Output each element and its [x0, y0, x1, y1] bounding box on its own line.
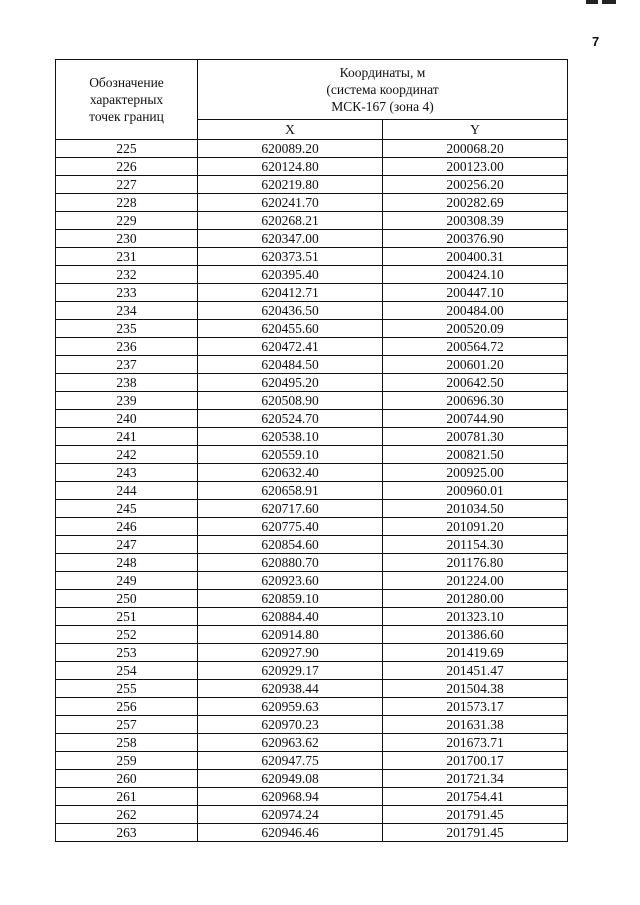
cell-x: 620124.80: [198, 158, 383, 176]
table-row: [56, 392, 568, 410]
cell-y: 200821.50: [383, 446, 568, 464]
cell-point: 239: [56, 392, 198, 410]
cell-y: 200376.90: [383, 230, 568, 248]
header-y: Y: [383, 120, 568, 140]
table-row: [56, 770, 568, 788]
cell-x: 620508.90: [198, 392, 383, 410]
cell-y: 200447.10: [383, 284, 568, 302]
cell-y: 200696.30: [383, 392, 568, 410]
cell-x: 620949.08: [198, 770, 383, 788]
cell-point: 236: [56, 338, 198, 356]
table-row: [56, 518, 568, 536]
table-row: [56, 446, 568, 464]
cell-point: 230: [56, 230, 198, 248]
cell-x: 620974.24: [198, 806, 383, 824]
cell-x: 620268.21: [198, 212, 383, 230]
cell-point: 256: [56, 698, 198, 716]
cell-x: 620914.80: [198, 626, 383, 644]
cell-point: 228: [56, 194, 198, 212]
cell-point: 227: [56, 176, 198, 194]
cell-y: 200564.72: [383, 338, 568, 356]
cell-x: 620538.10: [198, 428, 383, 446]
table-row: [56, 464, 568, 482]
table-row: [56, 590, 568, 608]
cell-x: 620968.94: [198, 788, 383, 806]
cell-x: 620775.40: [198, 518, 383, 536]
cell-point: 238: [56, 374, 198, 392]
cell-x: 620884.40: [198, 608, 383, 626]
header-coordinates: Координаты, м (система координат МСК-167 (зона 4): [198, 60, 568, 120]
cell-point: 244: [56, 482, 198, 500]
cell-point: 226: [56, 158, 198, 176]
cell-point: 235: [56, 320, 198, 338]
cell-x: 620938.44: [198, 680, 383, 698]
cell-y: 200520.09: [383, 320, 568, 338]
cell-y: 200068.20: [383, 140, 568, 158]
cell-point: 253: [56, 644, 198, 662]
cell-y: 200424.10: [383, 266, 568, 284]
cell-point: 252: [56, 626, 198, 644]
header-x: X: [198, 120, 383, 140]
cell-x: 620089.20: [198, 140, 383, 158]
table-row: [56, 608, 568, 626]
cell-y: 200400.31: [383, 248, 568, 266]
cell-point: 237: [56, 356, 198, 374]
cell-y: 201791.45: [383, 806, 568, 824]
cell-y: 201176.80: [383, 554, 568, 572]
cell-x: 620947.75: [198, 752, 383, 770]
cell-point: 246: [56, 518, 198, 536]
cell-y: 200960.01: [383, 482, 568, 500]
table-row: [56, 248, 568, 266]
cell-y: 201323.10: [383, 608, 568, 626]
cell-y: 201451.47: [383, 662, 568, 680]
table-header: [56, 60, 568, 140]
cell-x: 620959.63: [198, 698, 383, 716]
cell-point: 248: [56, 554, 198, 572]
cell-y: 200642.50: [383, 374, 568, 392]
cell-y: 200256.20: [383, 176, 568, 194]
table-row: [56, 662, 568, 680]
cell-y: 201791.45: [383, 824, 568, 842]
cell-point: 258: [56, 734, 198, 752]
cell-y: 201673.71: [383, 734, 568, 752]
cell-y: 201700.17: [383, 752, 568, 770]
table-row: [56, 176, 568, 194]
table-row: [56, 302, 568, 320]
cell-point: 255: [56, 680, 198, 698]
cell-point: 229: [56, 212, 198, 230]
cell-x: 620946.46: [198, 824, 383, 842]
cell-point: 251: [56, 608, 198, 626]
cell-x: 620632.40: [198, 464, 383, 482]
cell-y: 201280.00: [383, 590, 568, 608]
cell-y: 201154.30: [383, 536, 568, 554]
cell-point: 243: [56, 464, 198, 482]
cell-y: 201419.69: [383, 644, 568, 662]
cell-y: 201386.60: [383, 626, 568, 644]
table-row: [56, 194, 568, 212]
table-row: [56, 284, 568, 302]
cell-x: 620524.70: [198, 410, 383, 428]
cell-y: 201504.38: [383, 680, 568, 698]
table-row: [56, 626, 568, 644]
table-row: [56, 428, 568, 446]
table-row: [56, 212, 568, 230]
cell-point: 263: [56, 824, 198, 842]
table-row: [56, 680, 568, 698]
table-row: [56, 698, 568, 716]
cell-point: 254: [56, 662, 198, 680]
cell-point: 249: [56, 572, 198, 590]
cell-x: 620436.50: [198, 302, 383, 320]
cell-point: 245: [56, 500, 198, 518]
cell-x: 620963.62: [198, 734, 383, 752]
cell-point: 232: [56, 266, 198, 284]
table-row: [56, 320, 568, 338]
table-body: [56, 140, 568, 842]
cell-y: 200282.69: [383, 194, 568, 212]
table-row: [56, 824, 568, 842]
cell-y: 200601.20: [383, 356, 568, 374]
cell-y: 200484.00: [383, 302, 568, 320]
table-row: [56, 230, 568, 248]
cell-x: 620717.60: [198, 500, 383, 518]
cell-y: 201091.20: [383, 518, 568, 536]
cell-x: 620347.00: [198, 230, 383, 248]
cell-x: 620455.60: [198, 320, 383, 338]
cell-point: 261: [56, 788, 198, 806]
cell-x: 620484.50: [198, 356, 383, 374]
cell-x: 620495.20: [198, 374, 383, 392]
cell-x: 620880.70: [198, 554, 383, 572]
cell-y: 200925.00: [383, 464, 568, 482]
table-row: [56, 734, 568, 752]
table-row: [56, 140, 568, 158]
cell-y: 200744.90: [383, 410, 568, 428]
cell-x: 620927.90: [198, 644, 383, 662]
cell-x: 620412.71: [198, 284, 383, 302]
cell-point: 233: [56, 284, 198, 302]
cell-point: 262: [56, 806, 198, 824]
cell-point: 260: [56, 770, 198, 788]
cell-y: 201224.00: [383, 572, 568, 590]
cell-y: 201034.50: [383, 500, 568, 518]
table-row: [56, 374, 568, 392]
cell-x: 620929.17: [198, 662, 383, 680]
scan-corner-mark: [586, 0, 616, 6]
table-row: [56, 806, 568, 824]
cell-x: 620472.41: [198, 338, 383, 356]
table-row: [56, 536, 568, 554]
cell-x: 620373.51: [198, 248, 383, 266]
table-row: [56, 338, 568, 356]
table-row: [56, 482, 568, 500]
cell-point: 242: [56, 446, 198, 464]
cell-y: 200781.30: [383, 428, 568, 446]
table-row: [56, 716, 568, 734]
page-number: 7: [592, 34, 600, 49]
table-row: [56, 158, 568, 176]
cell-y: 200123.00: [383, 158, 568, 176]
cell-x: 620923.60: [198, 572, 383, 590]
cell-point: 241: [56, 428, 198, 446]
cell-y: 201721.34: [383, 770, 568, 788]
table-row: [56, 266, 568, 284]
cell-y: 201631.38: [383, 716, 568, 734]
cell-y: 201754.41: [383, 788, 568, 806]
table-row: [56, 644, 568, 662]
cell-x: 620658.91: [198, 482, 383, 500]
table-row: [56, 500, 568, 518]
table-row: [56, 788, 568, 806]
table-row: [56, 356, 568, 374]
coordinates-table: [55, 59, 568, 842]
cell-point: 247: [56, 536, 198, 554]
table-row: [56, 572, 568, 590]
table-row: [56, 554, 568, 572]
cell-point: 231: [56, 248, 198, 266]
cell-x: 620854.60: [198, 536, 383, 554]
table-row: [56, 752, 568, 770]
cell-y: 200308.39: [383, 212, 568, 230]
cell-x: 620559.10: [198, 446, 383, 464]
cell-point: 250: [56, 590, 198, 608]
cell-point: 225: [56, 140, 198, 158]
cell-y: 201573.17: [383, 698, 568, 716]
table-row: [56, 410, 568, 428]
cell-x: 620219.80: [198, 176, 383, 194]
header-point-designation: Обозначение характерных точек границ: [56, 60, 198, 140]
cell-point: 259: [56, 752, 198, 770]
cell-point: 240: [56, 410, 198, 428]
cell-x: 620970.23: [198, 716, 383, 734]
cell-x: 620859.10: [198, 590, 383, 608]
cell-x: 620241.70: [198, 194, 383, 212]
cell-x: 620395.40: [198, 266, 383, 284]
cell-point: 234: [56, 302, 198, 320]
cell-point: 257: [56, 716, 198, 734]
